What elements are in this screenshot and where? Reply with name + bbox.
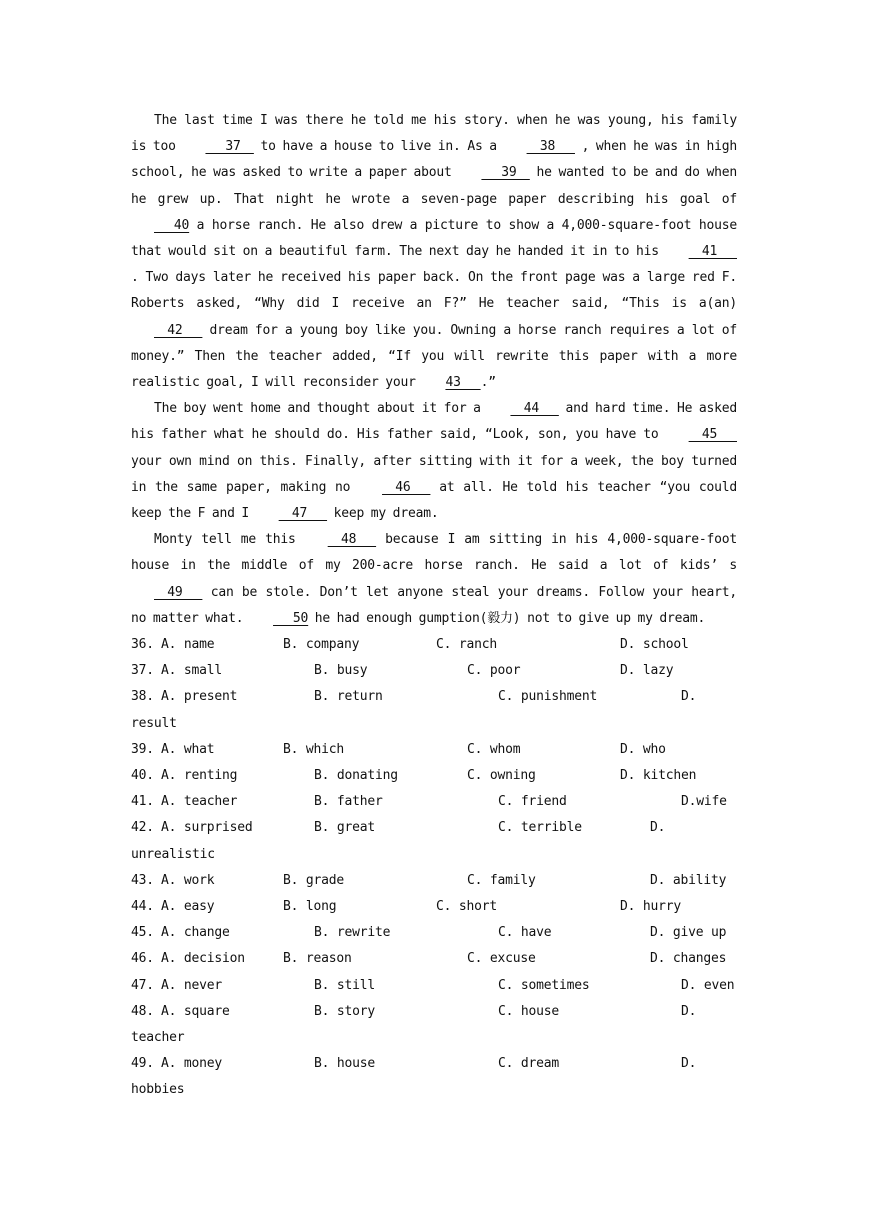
answer-option: B. return — [314, 689, 383, 705]
passage-text: .” — [480, 375, 496, 391]
question-row — [131, 1051, 737, 1103]
answer-option: B. company — [283, 637, 360, 653]
answer-option: A. small — [161, 663, 223, 679]
answer-option: D. give up — [650, 925, 727, 941]
answer-option: C. short — [436, 898, 498, 914]
answer-option: C. friend — [498, 794, 567, 810]
answer-option: A. never — [161, 977, 223, 993]
passage-text: a horse ranch. He also drew a picture to show a 4,000-square-foot house that would sit on a beautiful farm. The next day he handed it in to his — [131, 217, 737, 260]
answer-option: D. lazy — [620, 663, 674, 679]
answer-option: B. reason — [283, 951, 352, 967]
passage-text: to have a house to live in. As a — [253, 139, 504, 155]
answer-option: D.wife — [681, 794, 727, 810]
question-number: 47. — [131, 977, 154, 993]
answer-option: D. — [681, 689, 697, 705]
answer-option: C. owning — [467, 768, 536, 784]
passage-paragraph-1 — [131, 108, 737, 396]
answer-option: B. long — [283, 898, 337, 914]
answer-option: B. busy — [314, 663, 368, 679]
question-row — [131, 815, 737, 867]
question-number: 46. — [131, 951, 154, 967]
answer-option: C. poor — [467, 663, 521, 679]
answer-option: C. have — [498, 925, 552, 941]
question-row — [131, 763, 737, 789]
answer-option: A. surprised — [161, 820, 253, 836]
question-number: 44. — [131, 898, 154, 914]
answer-option: C. dream — [498, 1056, 560, 1072]
answer-option: D. changes — [650, 951, 727, 967]
question-number: 48. — [131, 1003, 154, 1019]
answer-option: D. even — [681, 977, 735, 993]
question-row — [131, 684, 737, 736]
answer-option: A. renting — [161, 768, 238, 784]
passage-text: can be stole. Don’t let anyone steal your dreams. Follow your heart, no matter what. — [131, 584, 737, 626]
question-row — [131, 868, 737, 894]
question-number: 37. — [131, 663, 154, 679]
answer-option: A. easy — [161, 898, 215, 914]
answer-option: A. work — [161, 872, 215, 888]
question-list — [131, 632, 737, 1103]
question-number: 40. — [131, 768, 154, 784]
passage-text: keep my dream. — [327, 506, 439, 522]
passage-text: The boy went home and thought about it for a — [154, 401, 488, 417]
passage-text: at all. He told his teacher “you could keep the F and I — [131, 479, 737, 522]
answer-option: D. — [650, 820, 666, 836]
answer-option: B. house — [314, 1056, 376, 1072]
question-row — [131, 737, 737, 763]
passage-paragraph-3 — [131, 527, 737, 632]
answer-blank-38: 38 — [526, 139, 575, 155]
answer-blank-48: 48 — [327, 532, 377, 548]
question-number: 36. — [131, 637, 154, 653]
passage-text: , when he was in high school, he was asked to write a paper about — [131, 139, 737, 181]
question-number: 42. — [131, 820, 154, 836]
question-row — [131, 658, 737, 684]
answer-option: D. kitchen — [620, 768, 697, 784]
answer-option: B. which — [283, 741, 345, 757]
answer-option: A. square — [161, 1003, 230, 1019]
answer-blank-49: 49 — [154, 584, 203, 600]
question-row — [131, 789, 737, 815]
passage-text: The last time I was there he told me his story. when he was young, his family is too — [131, 113, 737, 155]
answer-blank-41: 41 — [688, 244, 737, 260]
answer-option: A. name — [161, 637, 215, 653]
answer-blank-37: 37 — [205, 139, 254, 155]
answer-option: C. ranch — [436, 637, 498, 653]
question-row — [131, 894, 737, 920]
answer-option: B. great — [314, 820, 376, 836]
answer-option: D. who — [620, 741, 666, 757]
answer-option: B. father — [314, 794, 383, 810]
answer-option: result — [131, 715, 177, 731]
answer-option: A. what — [161, 741, 215, 757]
answer-option: D. — [681, 1003, 697, 1019]
passage-paragraph-2 — [131, 396, 737, 527]
answer-option: A. money — [161, 1056, 223, 1072]
answer-option: C. punishment — [498, 689, 598, 705]
question-row — [131, 946, 737, 972]
passage-text: because I am sitting in his 4,000-square-foot house in the middle of my 200-acre horse ranch. He said a lot of kids’ s — [131, 532, 737, 574]
answer-blank-42: 42 — [154, 322, 203, 338]
answer-blank-43: 43 — [445, 375, 481, 391]
answer-option: unrealistic — [131, 846, 215, 862]
question-row — [131, 632, 737, 658]
answer-blank-39: 39 — [481, 165, 530, 181]
question-row — [131, 999, 737, 1051]
question-row — [131, 973, 737, 999]
answer-option: B. rewrite — [314, 925, 391, 941]
answer-blank-44: 44 — [510, 401, 559, 417]
answer-option: C. terrible — [498, 820, 582, 836]
answer-option: D. hurry — [620, 898, 682, 914]
answer-option: A. change — [161, 925, 230, 941]
answer-option: A. teacher — [161, 794, 238, 810]
answer-blank-46: 46 — [382, 479, 431, 495]
question-number: 43. — [131, 872, 154, 888]
answer-option: B. grade — [283, 872, 345, 888]
passage-text: Monty tell me this — [154, 532, 305, 548]
passage-text: your own mind on this. Finally, after sitting with it for a week, the boy turned in the same paper, making no — [131, 453, 737, 495]
answer-option: A. present — [161, 689, 238, 705]
passage-text: he wanted to be and do when he grew up. That night he wrote a seven-page paper describing his goal of — [131, 165, 738, 207]
answer-option: C. house — [498, 1003, 560, 1019]
exam-page — [131, 108, 737, 1104]
answer-option: C. whom — [467, 741, 521, 757]
answer-option: C. excuse — [467, 951, 536, 967]
answer-option: C. family — [467, 872, 536, 888]
answer-option: D. school — [620, 637, 689, 653]
answer-option: teacher — [131, 1029, 185, 1045]
passage-text: dream for a young boy like you. Owning a horse ranch requires a lot of money.” Then the teacher added, “If you will rewrite this paper with a more realistic goal, I will reconsider your — [131, 322, 737, 391]
passage-text: and hard time. He asked his father what he should do. His father said, “Look, son, you have to — [131, 401, 738, 443]
answer-blank-40: 40 — [154, 217, 190, 233]
question-number: 41. — [131, 794, 154, 810]
answer-blank-50: 50 — [273, 610, 309, 626]
answer-blank-47: 47 — [278, 506, 328, 522]
answer-option: A. decision — [161, 951, 245, 967]
answer-option: C. sometimes — [498, 977, 590, 993]
question-number: 45. — [131, 925, 154, 941]
passage-text: . Two days later he received his paper back. On the front page was a large red F. Roberts asked, “Why did I receive an F?” He teacher said, “This is a(an) — [131, 270, 737, 312]
answer-option: B. donating — [314, 768, 398, 784]
question-number: 38. — [131, 689, 154, 705]
answer-option: hobbies — [131, 1082, 185, 1098]
answer-option: B. story — [314, 1003, 376, 1019]
question-row — [131, 920, 737, 946]
answer-option: D. ability — [650, 872, 727, 888]
passage-text: he had enough gumption(毅力) not to give up my dream. — [308, 610, 706, 626]
answer-blank-45: 45 — [688, 427, 737, 443]
question-number: 49. — [131, 1056, 154, 1072]
question-number: 39. — [131, 741, 154, 757]
answer-option: D. — [681, 1056, 697, 1072]
answer-option: B. still — [314, 977, 376, 993]
